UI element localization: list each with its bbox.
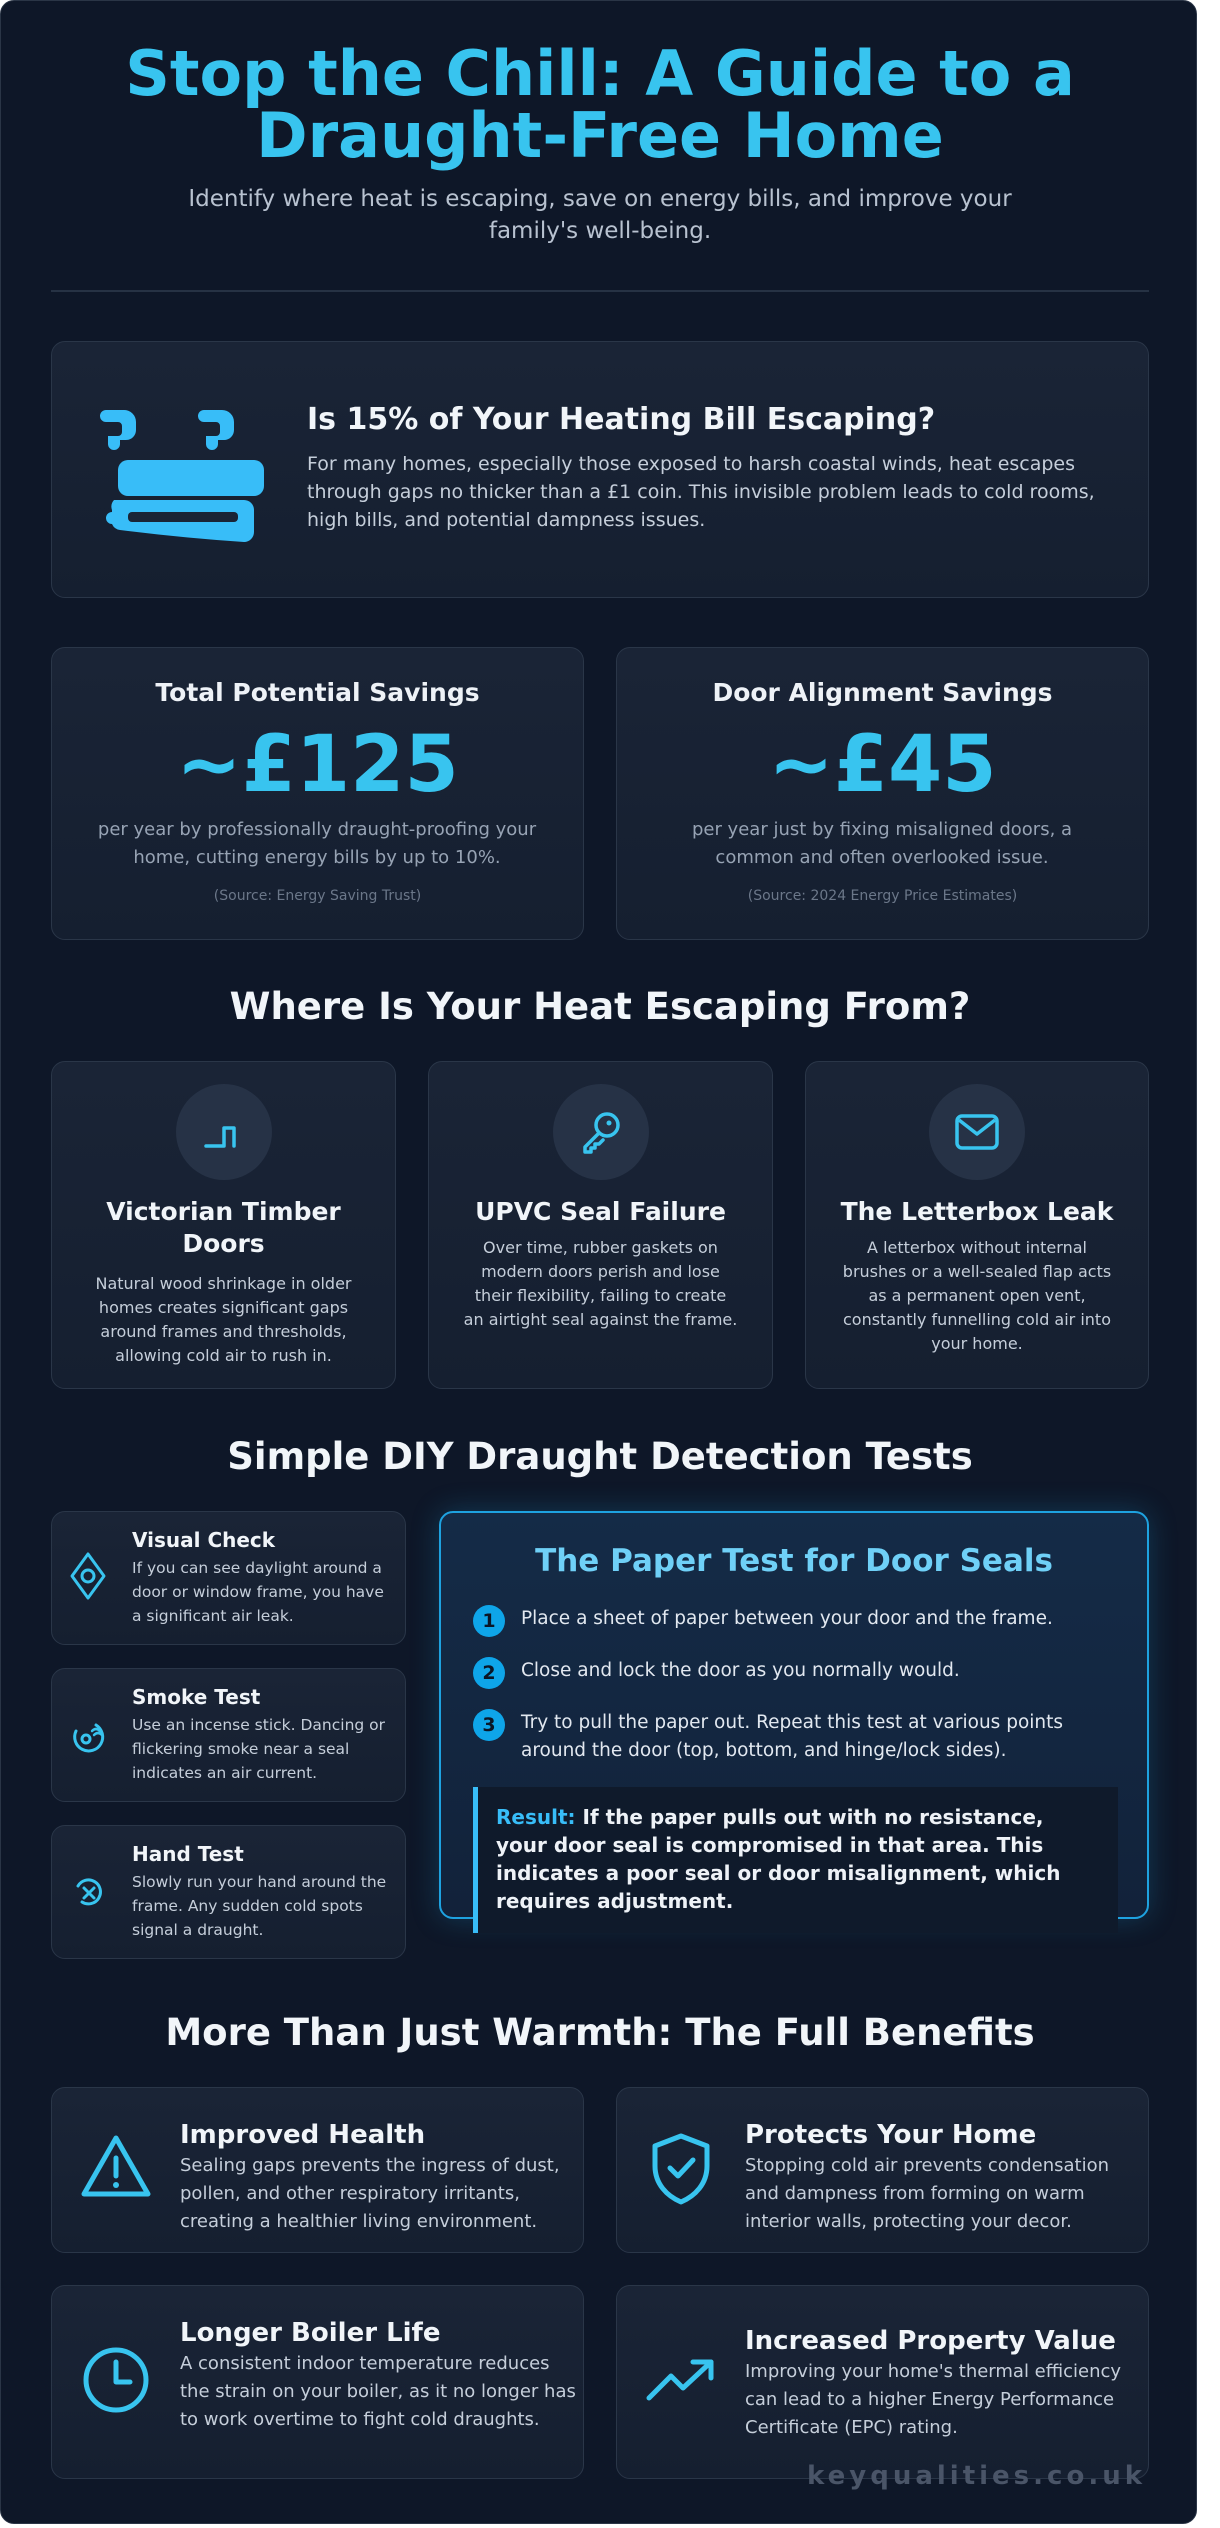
leak-icon-badge <box>553 1084 649 1180</box>
leak-icon-badge <box>929 1084 1025 1180</box>
shield-check-icon <box>643 2130 719 2206</box>
eye-icon <box>68 1550 108 1602</box>
benefit-description: Stopping cold air prevents condensation and dampness from forming on warm interior walls, protecting your decor. <box>745 2155 1110 2232</box>
footer-brand: keyqualities.co.uk <box>807 2461 1146 2491</box>
benefit-description: A consistent indoor temperature reduces the strain on your boiler, as it no longer has to work overtime to fight cold draughts. <box>180 2353 576 2430</box>
stat-description: per year just by fixing misaligned doors, a common and often overlooked issue. <box>691 819 1073 868</box>
leak-card-letterbox <box>805 1061 1149 1389</box>
intro-text: For many homes, especially those exposed to harsh coastal winds, heat escapes through gaps no thicker than a £1 coin. This invisible problem leads to cold rooms, high bills, and potential dampness issues. <box>307 453 1095 531</box>
step-number: 1 <box>473 1605 505 1637</box>
divider <box>51 290 1149 292</box>
smoke-icon <box>68 1707 108 1759</box>
step-number: 2 <box>473 1657 505 1689</box>
benefits-heading: More Than Just Warmth: The Full Benefits <box>165 2011 1035 2054</box>
step-text: Place a sheet of paper between your door and the frame. <box>521 1608 1053 1629</box>
page-title: Stop the Chill: A Guide to a Draught-Free Home <box>125 37 1075 172</box>
step-number: 3 <box>473 1709 505 1741</box>
stat-value: ~£45 <box>768 720 997 810</box>
test-title: Visual Check <box>132 1528 276 1552</box>
leaks-heading: Where Is Your Heat Escaping From? <box>229 985 971 1028</box>
benefit-title: Protects Your Home <box>745 2120 1037 2150</box>
leak-card-upvc-seal <box>428 1061 773 1389</box>
leak-description: Natural wood shrinkage in older homes creates significant gaps around frames and thresholds, allowing cold air to rush in. <box>95 1274 352 1365</box>
benefit-card-property-value <box>616 2285 1149 2479</box>
benefit-title: Improved Health <box>180 2120 426 2150</box>
test-card-hand <box>51 1825 406 1959</box>
intro-heading: Is 15% of Your Heating Bill Escaping? <box>307 402 936 437</box>
hand-icon <box>68 1864 108 1916</box>
radiator-icon <box>94 402 264 556</box>
leak-title: The Letterbox Leak <box>840 1197 1114 1226</box>
door-frame-icon <box>200 1108 248 1156</box>
page-subtitle: Identify where heat is escaping, save on energy bills, and improve your family's well-being. <box>188 186 1012 244</box>
intro-card <box>51 341 1149 598</box>
stat-source: (Source: Energy Saving Trust) <box>213 888 422 904</box>
benefit-title: Longer Boiler Life <box>180 2318 441 2348</box>
trend-up-icon <box>643 2350 719 2410</box>
stat-title: Door Alignment Savings <box>712 678 1053 707</box>
paper-test-panel <box>439 1511 1149 1919</box>
test-description: If you can see daylight around a door or window frame, you have a significant air leak. <box>132 1559 384 1625</box>
result-label: Result: <box>496 1805 576 1829</box>
stat-title: Total Potential Savings <box>155 678 480 707</box>
test-description: Use an incense stick. Dancing or flickering smoke near a seal indicates an air current. <box>132 1716 386 1782</box>
result-box <box>473 1787 1118 1933</box>
stat-card-door-alignment <box>616 647 1149 940</box>
stat-value: ~£125 <box>176 720 459 810</box>
test-title: Smoke Test <box>132 1685 261 1709</box>
leak-card-victorian-doors <box>51 1061 396 1389</box>
tests-heading: Simple DIY Draught Detection Tests <box>227 1435 973 1478</box>
stat-description: per year by professionally draught-proofing your home, cutting energy bills by up to 10%. <box>97 819 537 868</box>
result-text: If the paper pulls out with no resistance, your door seal is compromised in that area. This indicates a poor seal or door misalignment, which requires adjustment. <box>496 1805 1061 1913</box>
stat-source: (Source: 2024 Energy Price Estimates) <box>747 888 1018 904</box>
key-icon <box>577 1108 625 1156</box>
leak-description: Over time, rubber gaskets on modern doors perish and lose their flexibility, failing to create an airtight seal against the frame. <box>463 1238 738 1329</box>
test-description: Slowly run your hand around the frame. Any sudden cold spots signal a draught. <box>132 1873 387 1939</box>
benefit-description: Sealing gaps prevents the ingress of dust, pollen, and other respiratory irritants, creating a healthier living environment. <box>180 2155 560 2232</box>
envelope-icon <box>953 1108 1001 1156</box>
test-card-smoke <box>51 1668 406 1802</box>
stat-card-total-savings <box>51 647 584 940</box>
leak-title: Victorian Timber Doors <box>106 1197 341 1258</box>
benefit-title: Increased Property Value <box>745 2326 1116 2356</box>
warning-icon <box>78 2130 154 2206</box>
leak-description: A letterbox without internal brushes or a well-sealed flap acts as a permanent open vent, constantly funnelling cold air into your home. <box>842 1238 1112 1353</box>
test-title: Hand Test <box>132 1842 244 1866</box>
leak-title: UPVC Seal Failure <box>475 1197 726 1226</box>
step-text: Close and lock the door as you normally would. <box>521 1660 960 1681</box>
benefit-card-protects-home <box>616 2087 1149 2253</box>
leak-icon-badge <box>176 1084 272 1180</box>
step-text: Try to pull the paper out. Repeat this test at various points around the door (top, bottom, and hinge/lock sides). <box>521 1712 1064 1761</box>
benefit-description: Improving your home's thermal efficiency can lead to a higher Energy Performance Certificate (EPC) rating. <box>745 2361 1122 2438</box>
clock-icon <box>78 2342 154 2418</box>
benefit-card-boiler-life <box>51 2285 584 2479</box>
test-card-visual <box>51 1511 406 1645</box>
paper-test-title: The Paper Test for Door Seals <box>535 1543 1053 1579</box>
benefit-card-health <box>51 2087 584 2253</box>
